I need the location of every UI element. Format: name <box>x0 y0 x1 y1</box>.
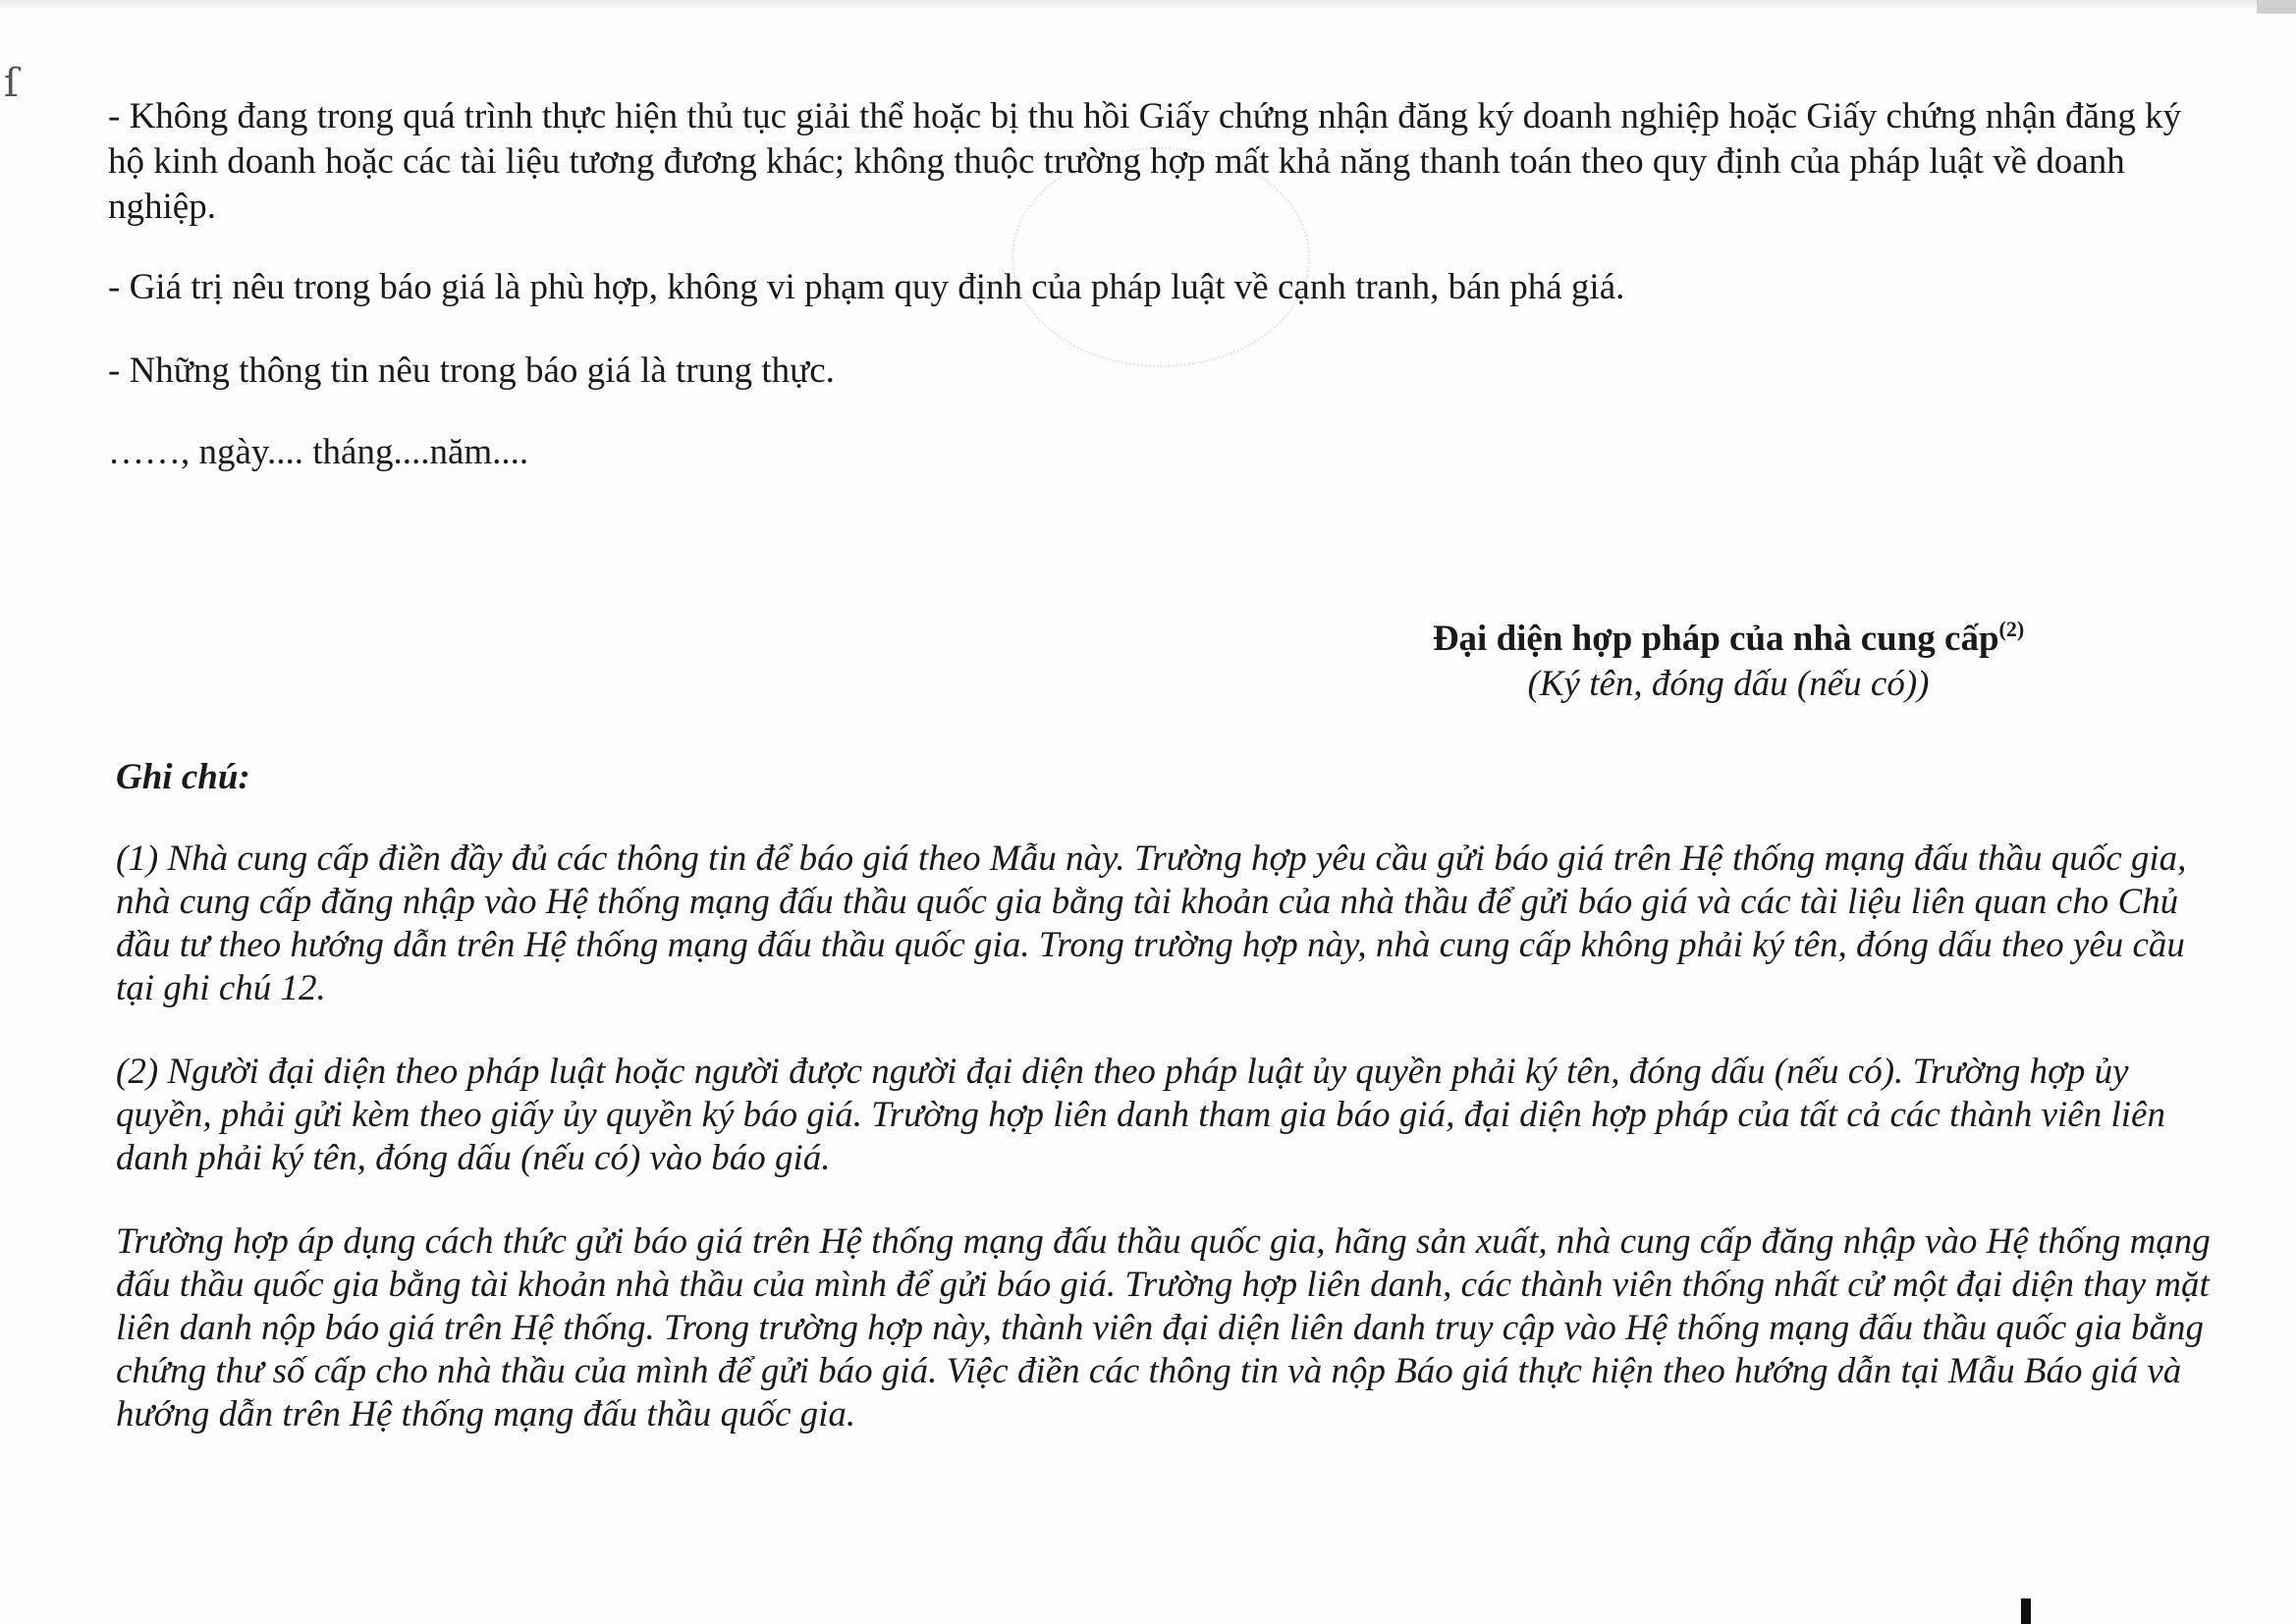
signature-block <box>1178 607 2278 707</box>
signature-title <box>1178 607 2278 662</box>
note-3: Trường hợp áp dụng cách thức gửi báo giá trên Hệ thống mạng đấu thầu quốc gia, hãng sản xuất, nhà cung cấp đăng nhập vào Hệ thống mạng đấu thầu quốc gia bằng tài khoản nhà thầu của mình để gửi báo giá. Trường hợp liên danh, các thành viên thống nhất cử một đại diện thay mặt liên danh nộp báo giá trên Hệ thống. Trong trường hợp này, thành viên đại diện liên danh truy cập vào Hệ thống mạng đấu thầu quốc gia bằng chứng thư số cấp cho nhà thầu của mình để gửi báo giá. Việc điền các thông tin và nộp Báo giá thực hiện theo hướng dẫn tại Mẫu Báo giá và hướng dẫn trên Hệ thống mạng đấu thầu quốc gia. <box>116 1221 2211 1435</box>
stray-pen-mark: ſ <box>4 61 19 106</box>
scan-edge-corner <box>2257 0 2296 14</box>
note-2: (2) Người đại diện theo pháp luật hoặc người được người đại diện theo pháp luật ủy quyền phải ký tên, đóng dấu (nếu có). Trường hợp ủy quyền, phải gửi kèm theo giấy ủy quyền ký báo giá. Trường hợp liên danh tham gia báo giá, đại diện hợp pháp của tất cả các thành viên liên danh phải ký tên, đóng dấu (nếu có) vào báo giá. <box>116 1052 2165 1178</box>
date-line: ……, ngày.... tháng....năm.... <box>108 432 529 472</box>
signature-title-text: Đại diện hợp pháp của nhà cung cấp <box>1432 619 1999 659</box>
signature-footnote-ref: (2) <box>1998 617 2025 641</box>
declaration-truthfulness: - Những thông tin nêu trong báo giá là trung thực. <box>108 351 835 391</box>
declaration-price-compliance: - Giá trị nêu trong báo giá là phù hợp, không vi phạm quy định của pháp luật về cạnh tranh, bán phá giá. <box>108 267 1625 307</box>
note-1: (1) Nhà cung cấp điền đầy đủ các thông tin để báo giá theo Mẫu này. Trường hợp yêu cầu gửi báo giá trên Hệ thống mạng đấu thầu quốc gia, nhà cung cấp đăng nhập vào Hệ thống mạng đấu thầu quốc gia bằng tài khoản của nhà thầu để gửi báo giá và các tài liệu liên quan cho Chủ đầu tư theo hướng dẫn trên Hệ thống mạng đấu thầu quốc gia. Trong trường hợp này, nhà cung cấp không phải ký tên, đóng dấu theo yêu cầu tại ghi chú 12. <box>116 839 2187 1008</box>
declaration-dissolution: - Không đang trong quá trình thực hiện thủ tục giải thể hoặc bị thu hồi Giấy chứng nhận đăng ký doanh nghiệp hoặc Giấy chứng nhận đăng ký hộ kinh doanh hoặc các tài liệu tương đương khác; không thuộc trường hợp mất khả năng thanh toán theo quy định của pháp luật về doanh nghiệp. <box>108 96 2182 227</box>
scan-edge-top <box>0 0 2296 10</box>
signature-subtitle: (Ký tên, đóng dấu (nếu có)) <box>1527 664 1930 704</box>
notes-heading: Ghi chú: <box>116 757 250 797</box>
scan-bottom-mark <box>2021 1598 2031 1624</box>
